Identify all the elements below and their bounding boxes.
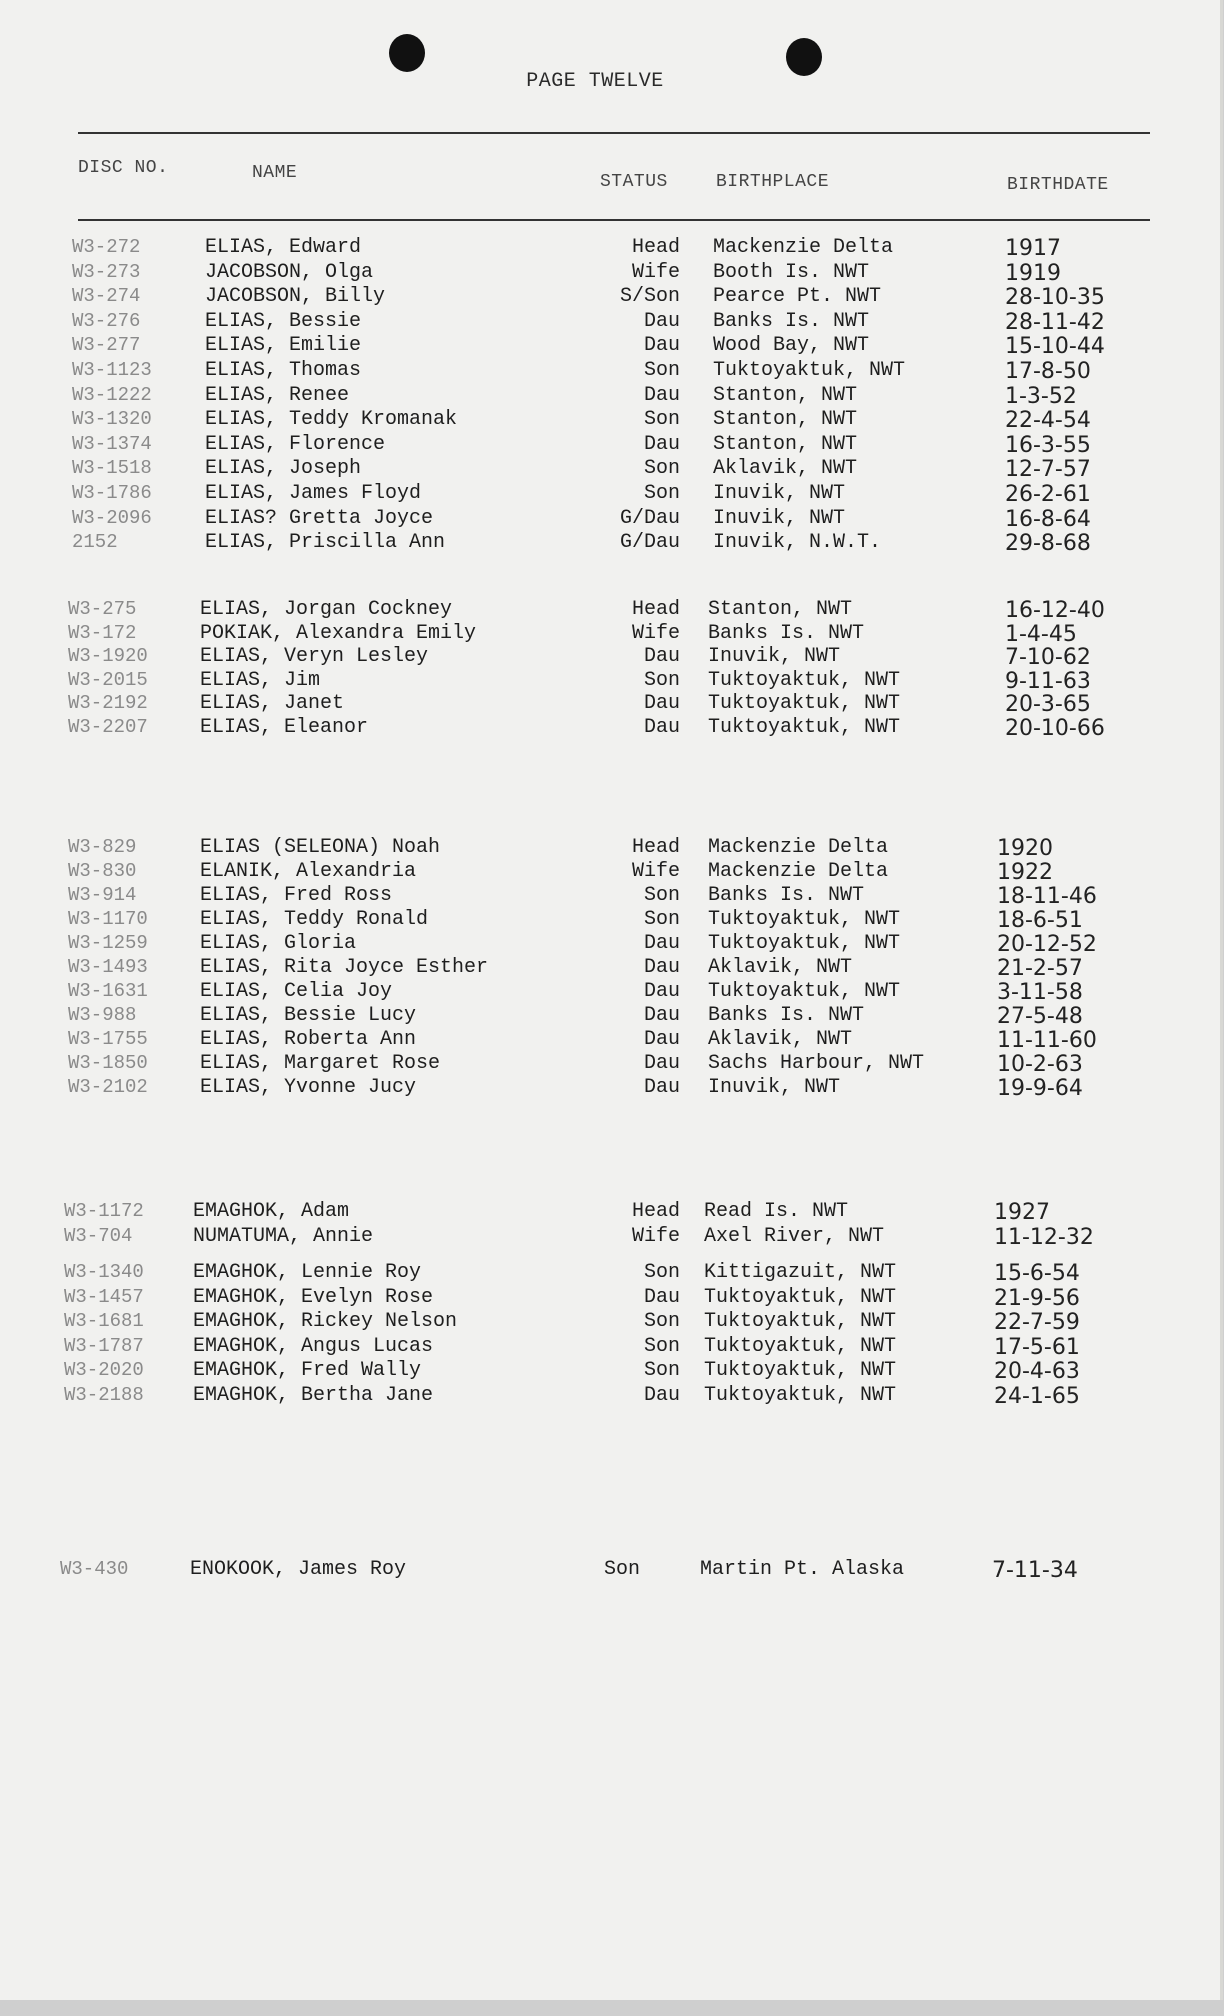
status-cell: Son xyxy=(643,408,680,432)
person-name: NUMATUMA, Annie xyxy=(193,1224,374,1248)
page-title: PAGE TWELVE xyxy=(526,70,664,93)
table-row xyxy=(0,408,1220,433)
disc-number: W3-273 xyxy=(72,260,141,283)
birthplace-cell: Inuvik, N.W.T. xyxy=(713,531,882,555)
person-name: EMAGHOK, Evelyn Rose xyxy=(193,1285,434,1309)
disc-number: W3-829 xyxy=(68,836,137,858)
birthplace-cell: Tuktoyaktuk, NWT xyxy=(708,908,901,931)
disc-number: W3-988 xyxy=(68,1004,137,1026)
birthplace-cell: Read Is. NWT xyxy=(704,1200,849,1223)
person-name: ELIAS, Bessie Lucy xyxy=(200,1004,417,1027)
header-name: NAME xyxy=(252,163,298,183)
person-name: ELIAS, Fred Ross xyxy=(200,884,393,907)
disc-number: W3-1457 xyxy=(64,1285,144,1308)
header-status: STATUS xyxy=(600,172,668,192)
birthplace-cell: Tuktoyaktuk, NWT xyxy=(708,715,901,739)
birthdate-cell: 15-6-54 xyxy=(994,1261,1080,1286)
birthdate-cell: 28-11-42 xyxy=(1005,309,1105,335)
status-cell: Son xyxy=(643,358,680,382)
birthplace-cell: Sachs Harbour, NWT xyxy=(708,1052,925,1075)
disc-number: W3-1222 xyxy=(72,383,152,406)
status-cell: Dau xyxy=(643,1383,680,1407)
person-name: ELIAS, Margaret Rose xyxy=(200,1052,441,1075)
table-row xyxy=(0,507,1220,532)
birthdate-cell: 1-3-52 xyxy=(1005,383,1077,409)
table-row xyxy=(0,384,1220,409)
person-name: ELIAS, Renee xyxy=(205,383,350,407)
status-cell: Dau xyxy=(643,645,680,668)
table-row xyxy=(0,1384,1220,1409)
status-cell: Dau xyxy=(643,1076,680,1099)
birthdate-cell: 10-2-63 xyxy=(997,1052,1083,1077)
disc-number: W3-2015 xyxy=(68,668,148,691)
disc-number: W3-2102 xyxy=(68,1076,148,1098)
table-row xyxy=(0,236,1220,261)
person-name: ELIAS, Celia Joy xyxy=(200,980,393,1003)
status-cell: Dau xyxy=(643,383,680,407)
birthplace-cell: Tuktoyaktuk, NWT xyxy=(704,1334,897,1358)
disc-number: W3-1787 xyxy=(64,1334,144,1357)
disc-number: W3-274 xyxy=(72,285,141,308)
birthplace-cell: Kittigazuit, NWT xyxy=(704,1261,897,1284)
birthdate-cell: 7-10-62 xyxy=(1005,645,1091,670)
table-row xyxy=(0,622,1220,646)
disc-number: W3-275 xyxy=(68,598,137,620)
birthdate-cell: 1-4-45 xyxy=(1005,621,1077,647)
status-cell: Dau xyxy=(643,1028,680,1051)
disc-number: W3-1681 xyxy=(64,1310,144,1332)
birthplace-cell: Tuktoyaktuk, NWT xyxy=(713,358,906,382)
person-name: ELIAS, Yvonne Jucy xyxy=(200,1076,417,1099)
birthdate-cell: 24-1-65 xyxy=(994,1383,1080,1409)
table-row xyxy=(0,836,1220,860)
birthplace-cell: Tuktoyaktuk, NWT xyxy=(704,1383,897,1407)
birthplace-cell: Stanton, NWT xyxy=(713,383,858,407)
disc-number: W3-704 xyxy=(64,1224,133,1247)
birthdate-cell: 29-8-68 xyxy=(1005,531,1091,557)
disc-number: W3-914 xyxy=(68,884,137,906)
birthdate-cell: 17-8-50 xyxy=(1005,358,1091,384)
table-row xyxy=(0,261,1220,286)
birthdate-cell: 20-4-63 xyxy=(994,1359,1080,1384)
status-cell: Head xyxy=(631,598,680,621)
birthdate-cell: 1927 xyxy=(994,1200,1050,1225)
person-name: ELIAS, Joseph xyxy=(205,457,362,481)
disc-number: W3-1850 xyxy=(68,1052,148,1074)
birthdate-cell: 1919 xyxy=(1005,260,1061,286)
disc-number: W3-2020 xyxy=(64,1359,144,1381)
birthdate-cell: 22-7-59 xyxy=(994,1310,1080,1335)
birthdate-cell: 28-10-35 xyxy=(1005,285,1105,311)
status-cell: Dau xyxy=(643,932,680,955)
birthplace-cell: Pearce Pt. NWT xyxy=(713,285,882,309)
birthplace-cell: Booth Is. NWT xyxy=(713,260,870,284)
status-cell: Son xyxy=(643,1334,680,1358)
birthplace-cell: Mackenzie Delta xyxy=(713,236,894,259)
birthdate-cell: 27-5-48 xyxy=(997,1004,1083,1029)
person-name: ELIAS, Thomas xyxy=(205,358,362,382)
status-cell: Dau xyxy=(643,1004,680,1027)
birthplace-cell: Banks Is. NWT xyxy=(713,309,870,333)
person-name: ELIAS, Florence xyxy=(205,432,386,456)
person-name: ELIAS, Roberta Ann xyxy=(200,1028,417,1051)
table-row xyxy=(0,1225,1220,1250)
person-name: EMAGHOK, Bertha Jane xyxy=(193,1383,434,1407)
table-row xyxy=(0,1052,1220,1076)
birthdate-cell: 16-3-55 xyxy=(1005,432,1091,458)
table-row xyxy=(0,1359,1220,1384)
disc-number: W3-2188 xyxy=(64,1383,144,1406)
table-row xyxy=(0,1310,1220,1335)
disc-number: W3-1631 xyxy=(68,980,148,1002)
status-cell: Son xyxy=(643,481,680,505)
family-group-2 xyxy=(0,598,1220,739)
status-cell: Head xyxy=(631,836,680,859)
birthplace-cell: Tuktoyaktuk, NWT xyxy=(708,932,901,955)
person-name: ELIAS (SELEONA) Noah xyxy=(200,836,441,859)
birthdate-cell: 12-7-57 xyxy=(1005,457,1091,483)
birthplace-cell: Inuvik, NWT xyxy=(708,1076,841,1099)
birthdate-cell: 1917 xyxy=(1005,236,1061,261)
status-cell: Dau xyxy=(643,1285,680,1309)
disc-number: W3-830 xyxy=(68,860,137,882)
table-row xyxy=(0,1335,1220,1360)
person-name: EMAGHOK, Fred Wally xyxy=(193,1359,422,1382)
disc-number: W3-1170 xyxy=(68,908,148,930)
table-row xyxy=(0,860,1220,884)
disc-number: 2152 xyxy=(72,531,118,554)
table-row xyxy=(0,716,1220,740)
status-cell: S/Son xyxy=(619,285,680,309)
table-row xyxy=(0,433,1220,458)
birthdate-cell: 1920 xyxy=(997,836,1053,861)
disc-number: W3-1920 xyxy=(68,645,148,667)
status-cell: Wife xyxy=(631,860,680,883)
birthplace-cell: Inuvik, NWT xyxy=(708,645,841,668)
table-row xyxy=(0,932,1220,956)
disc-number: W3-2207 xyxy=(68,715,148,738)
header-top-rule xyxy=(78,132,1150,134)
birthdate-cell: 20-3-65 xyxy=(1005,692,1091,717)
status-cell: Son xyxy=(643,1359,680,1382)
table-row xyxy=(0,482,1220,507)
disc-number: W3-2096 xyxy=(72,506,152,529)
status-cell: Dau xyxy=(643,715,680,739)
birthplace-cell: Inuvik, NWT xyxy=(713,481,846,505)
birthplace-cell: Tuktoyaktuk, NWT xyxy=(708,980,901,1003)
status-cell: Wife xyxy=(631,260,680,284)
family-group-3 xyxy=(0,836,1220,1100)
birthplace-cell: Aklavik, NWT xyxy=(713,457,858,481)
person-name: POKIAK, Alexandra Emily xyxy=(200,621,477,645)
disc-number: W3-1493 xyxy=(68,956,148,978)
birthdate-cell: 3-11-58 xyxy=(997,980,1083,1005)
status-cell: G/Dau xyxy=(619,531,680,555)
person-name: ELIAS, Priscilla Ann xyxy=(205,531,446,555)
person-name: ENOKOOK, James Roy xyxy=(190,1558,407,1581)
disc-number: W3-1786 xyxy=(72,481,152,504)
person-name: ELIAS, Teddy Kromanak xyxy=(205,408,458,432)
disc-number: W3-1374 xyxy=(72,432,152,455)
birthplace-cell: Banks Is. NWT xyxy=(708,884,865,907)
birthdate-cell: 19-9-64 xyxy=(997,1076,1083,1101)
birthdate-cell: 9-11-63 xyxy=(1005,668,1091,694)
table-row xyxy=(0,956,1220,980)
person-name: ELIAS, Eleanor xyxy=(200,715,369,739)
birthdate-cell: 18-6-51 xyxy=(997,908,1083,933)
birthdate-cell: 21-2-57 xyxy=(997,956,1083,981)
person-name: ELIAS, Rita Joyce Esther xyxy=(200,956,489,979)
birthplace-cell: Aklavik, NWT xyxy=(708,956,853,979)
status-cell: Son xyxy=(643,457,680,481)
birthplace-cell: Banks Is. NWT xyxy=(708,621,865,645)
table-row xyxy=(0,645,1220,669)
status-cell: Son xyxy=(643,884,680,907)
birthdate-cell: 20-10-66 xyxy=(1005,715,1105,741)
person-name: ELIAS, Teddy Ronald xyxy=(200,908,429,931)
person-name: ELIAS, Jorgan Cockney xyxy=(200,598,453,621)
disc-number: W3-272 xyxy=(72,236,141,258)
birthplace-cell: Martin Pt. Alaska xyxy=(700,1558,905,1581)
birthplace-cell: Wood Bay, NWT xyxy=(713,334,870,358)
disc-number: W3-1320 xyxy=(72,408,152,431)
person-name: EMAGHOK, Rickey Nelson xyxy=(193,1310,458,1333)
family-group-4 xyxy=(0,1200,1220,1408)
person-name: ELIAS, Veryn Lesley xyxy=(200,645,429,668)
birthdate-cell: 7-11-34 xyxy=(992,1558,1078,1583)
person-name: ELIAS, Edward xyxy=(205,236,362,259)
table-row xyxy=(0,531,1220,556)
birthplace-cell: Tuktoyaktuk, NWT xyxy=(708,668,901,692)
table-row xyxy=(0,334,1220,359)
person-name: ELIAS, Bessie xyxy=(205,309,362,333)
header-bottom-rule xyxy=(78,219,1150,221)
person-name: ELIAS, Emilie xyxy=(205,334,362,358)
status-cell: Son xyxy=(643,1310,680,1333)
status-cell: Dau xyxy=(643,309,680,333)
disc-number: W3-172 xyxy=(68,621,137,644)
status-cell: Dau xyxy=(643,692,680,715)
table-row xyxy=(0,359,1220,384)
table-row xyxy=(0,1004,1220,1028)
disc-number: W3-276 xyxy=(72,309,141,332)
header-disc-no: DISC NO. xyxy=(78,158,169,178)
header-birthdate: BIRTHDATE xyxy=(1007,175,1109,195)
status-cell: Wife xyxy=(631,621,680,645)
birthdate-cell: 11-11-60 xyxy=(997,1028,1097,1053)
table-row xyxy=(0,1558,1220,1582)
status-cell: Son xyxy=(643,668,680,692)
table-row xyxy=(0,980,1220,1004)
table-row xyxy=(0,285,1220,310)
birthplace-cell: Tuktoyaktuk, NWT xyxy=(704,1310,897,1333)
status-cell: Son xyxy=(643,908,680,931)
table-row xyxy=(0,669,1220,693)
birthplace-cell: Tuktoyaktuk, NWT xyxy=(704,1285,897,1309)
disc-number: W3-277 xyxy=(72,334,141,357)
header-birthplace: BIRTHPLACE xyxy=(716,172,830,192)
person-name: ELIAS, Jim xyxy=(200,668,321,692)
disc-number: W3-1259 xyxy=(68,932,148,954)
status-cell: Dau xyxy=(643,956,680,979)
birthplace-cell: Inuvik, NWT xyxy=(713,506,846,530)
birthdate-cell: 1922 xyxy=(997,860,1053,885)
birthplace-cell: Stanton, NWT xyxy=(708,598,853,621)
birthdate-cell: 17-5-61 xyxy=(994,1334,1080,1360)
status-cell: Son xyxy=(603,1558,640,1581)
birthdate-cell: 20-12-52 xyxy=(997,932,1097,957)
disc-number: W3-2192 xyxy=(68,692,148,714)
person-name: ELIAS, Janet xyxy=(200,692,345,715)
row-spacer xyxy=(0,1249,1220,1261)
birthplace-cell: Axel River, NWT xyxy=(704,1224,885,1248)
birthplace-cell: Banks Is. NWT xyxy=(708,1004,865,1027)
person-name: EMAGHOK, Adam xyxy=(193,1200,350,1223)
table-row xyxy=(0,908,1220,932)
table-row xyxy=(0,1286,1220,1311)
birthdate-cell: 16-8-64 xyxy=(1005,506,1091,532)
status-cell: Dau xyxy=(643,334,680,358)
person-name: EMAGHOK, Lennie Roy xyxy=(193,1261,422,1284)
table-row xyxy=(0,1076,1220,1100)
birthdate-cell: 22-4-54 xyxy=(1005,408,1091,434)
birthdate-cell: 15-10-44 xyxy=(1005,334,1105,360)
person-name: JACOBSON, Olga xyxy=(205,260,374,284)
family-group-5 xyxy=(0,1558,1220,1582)
status-cell: G/Dau xyxy=(619,506,680,530)
table-row xyxy=(0,692,1220,716)
disc-number: W3-1755 xyxy=(68,1028,148,1050)
table-row xyxy=(0,884,1220,908)
status-cell: Head xyxy=(631,236,680,259)
disc-number: W3-1340 xyxy=(64,1261,144,1283)
disc-number: W3-1123 xyxy=(72,358,152,381)
birthplace-cell: Tuktoyaktuk, NWT xyxy=(708,692,901,715)
birthplace-cell: Aklavik, NWT xyxy=(708,1028,853,1051)
person-name: ELANIK, Alexandria xyxy=(200,860,417,883)
disc-number: W3-1172 xyxy=(64,1200,144,1222)
table-row xyxy=(0,598,1220,622)
person-name: ELIAS, Gloria xyxy=(200,932,357,955)
status-cell: Dau xyxy=(643,1052,680,1075)
status-cell: Son xyxy=(643,1261,680,1284)
birthdate-cell: 18-11-46 xyxy=(997,884,1097,909)
birthplace-cell: Stanton, NWT xyxy=(713,432,858,456)
status-cell: Dau xyxy=(643,432,680,456)
table-row xyxy=(0,310,1220,335)
person-name: EMAGHOK, Angus Lucas xyxy=(193,1334,434,1358)
person-name: ELIAS? Gretta Joyce xyxy=(205,506,434,530)
table-row xyxy=(0,1200,1220,1225)
table-row xyxy=(0,1261,1220,1286)
disc-number: W3-1518 xyxy=(72,457,152,480)
status-cell: Dau xyxy=(643,980,680,1003)
birthplace-cell: Tuktoyaktuk, NWT xyxy=(704,1359,897,1382)
person-name: ELIAS, James Floyd xyxy=(205,481,422,505)
birthdate-cell: 26-2-61 xyxy=(1005,481,1091,507)
person-name: JACOBSON, Billy xyxy=(205,285,386,309)
birthdate-cell: 11-12-32 xyxy=(994,1224,1094,1250)
status-cell: Head xyxy=(631,1200,680,1223)
family-group-1 xyxy=(0,236,1220,556)
birthplace-cell: Stanton, NWT xyxy=(713,408,858,432)
birthplace-cell: Mackenzie Delta xyxy=(708,860,889,883)
table-row xyxy=(0,457,1220,482)
punch-hole-left xyxy=(389,34,425,72)
table-row xyxy=(0,1028,1220,1052)
birthdate-cell: 21-9-56 xyxy=(994,1285,1080,1311)
birthdate-cell: 16-12-40 xyxy=(1005,598,1105,623)
status-cell: Wife xyxy=(631,1224,680,1248)
birthplace-cell: Mackenzie Delta xyxy=(708,836,889,859)
disc-number: W3-430 xyxy=(60,1558,129,1580)
